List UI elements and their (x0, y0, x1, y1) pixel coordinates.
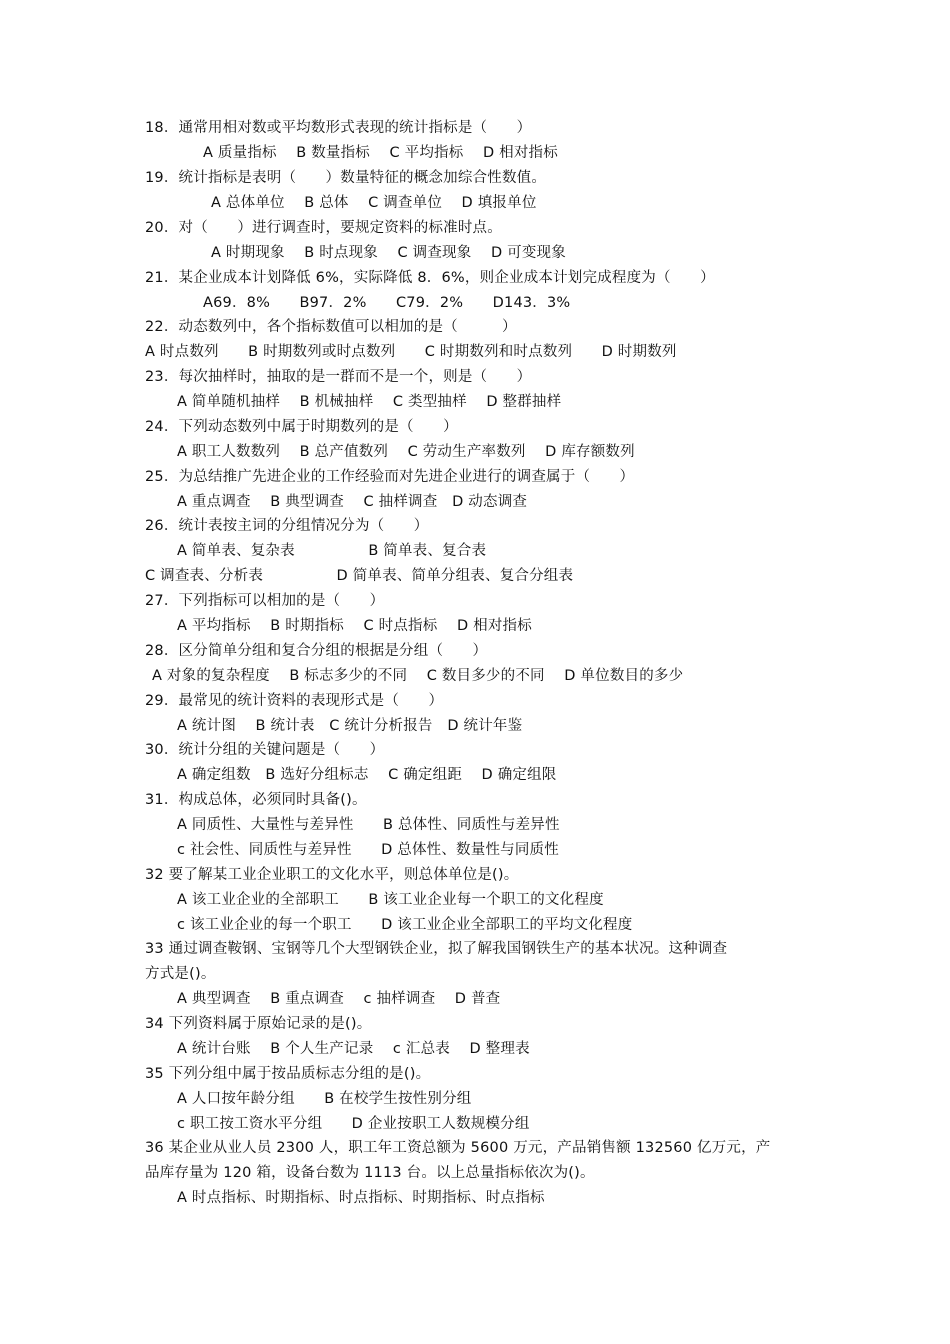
question-19: 19．统计指标是表明（ ）数量特征的概念加综合性数值。 (145, 170, 547, 186)
question-25-options: A 重点调查 B 典型调查 C 抽样调查 D 动态调查 (177, 494, 528, 510)
question-24: 24．下列动态数列中属于时期数列的是（ ） (145, 419, 458, 435)
question-19-options: A 总体单位 B 总体 C 调查单位 D 填报单位 (211, 195, 537, 211)
question-33-options: A 典型调查 B 重点调查 c 抽样调查 D 普查 (177, 991, 501, 1007)
question-20-options: A 时期现象 B 时点现象 C 调查现象 D 可变现象 (211, 245, 566, 261)
question-18: 18．通常用相对数或平均数形式表现的统计指标是（ ） (145, 120, 532, 136)
question-22: 22．动态数列中，各个指标数值可以相加的是（ ） (145, 319, 517, 335)
question-23-options: A 简单随机抽样 B 机械抽样 C 类型抽样 D 整群抽样 (177, 394, 562, 410)
question-31: 31．构成总体，必须同时具备()。 (145, 792, 367, 808)
question-26: 26．统计表按主词的分组情况分为（ ） (145, 518, 429, 534)
question-34: 34 下列资料属于原始记录的是()。 (145, 1016, 372, 1032)
question-26-options-2: C 调查表、分析表 D 简单表、简单分组表、复合分组表 (145, 568, 574, 584)
question-26-options-1: A 简单表、复杂表 B 简单表、复合表 (177, 543, 487, 559)
question-32: 32 要了解某工业企业职工的文化水平，则总体单位是()。 (145, 867, 519, 883)
question-34-options: A 统计台账 B 个人生产记录 c 汇总表 D 整理表 (177, 1041, 530, 1057)
question-31-options-1: A 同质性、大量性与差异性 B 总体性、同质性与差异性 (177, 817, 560, 833)
question-20: 20．对（ ）进行调查时，要规定资料的标准时点。 (145, 220, 502, 236)
question-35: 35 下列分组中属于按品质标志分组的是()。 (145, 1066, 431, 1082)
question-36-continued: 品库存量为 120 箱，设备台数为 1113 台。以上总量指标依次为()。 (145, 1165, 595, 1181)
question-36-options: A 时点指标、时期指标、时点指标、时期指标、时点指标 (177, 1190, 545, 1206)
question-32-options-1: A 该工业企业的全部职工 B 该工业企业每一个职工的文化程度 (177, 892, 604, 908)
question-28: 28．区分简单分组和复合分组的根据是分组（ ） (145, 643, 488, 659)
question-30-options: A 确定组数 B 选好分组标志 C 确定组距 D 确定组限 (177, 767, 557, 783)
question-31-options-2: c 社会性、同质性与差异性 D 总体性、数量性与同质性 (177, 842, 559, 858)
question-35-options-1: A 人口按年龄分组 B 在校学生按性别分组 (177, 1091, 472, 1107)
question-21: 21．某企业成本计划降低 6%，实际降低 8．6%，则企业成本计划完成程度为（ ） (145, 270, 715, 286)
question-18-options: A 质量指标 B 数量指标 C 平均指标 D 相对指标 (203, 145, 558, 161)
question-21-options: A69．8% B97．2% C79．2% D143．3% (203, 295, 571, 311)
question-32-options-2: c 该工业企业的每一个职工 D 该工业企业全部职工的平均文化程度 (177, 917, 633, 933)
question-27-options: A 平均指标 B 时期指标 C 时点指标 D 相对指标 (177, 618, 532, 634)
question-28-options: A 对象的复杂程度 B 标志多少的不同 C 数目多少的不同 D 单位数目的多少 (152, 668, 684, 684)
question-24-options: A 职工人数数列 B 总产值数列 C 劳动生产率数列 D 库存额数列 (177, 444, 635, 460)
question-27: 27．下列指标可以相加的是（ ） (145, 593, 385, 609)
question-35-options-2: c 职工按工资水平分组 D 企业按职工人数规模分组 (177, 1116, 530, 1132)
question-30: 30．统计分组的关键问题是（ ） (145, 742, 385, 758)
question-33: 33 通过调查鞍钢、宝钢等几个大型钢铁企业，拟了解我国钢铁生产的基本状况。这种调查 (145, 941, 728, 957)
question-29-options: A 统计图 B 统计表 C 统计分析报告 D 统计年鉴 (177, 718, 523, 734)
question-25: 25．为总结推广先进企业的工作经验而对先进企业进行的调查属于（ ） (145, 469, 635, 485)
question-22-options: A 时点数列 B 时期数列或时点数列 C 时期数列和时点数列 D 时期数列 (145, 344, 677, 360)
question-33-continued: 方式是()。 (145, 966, 216, 982)
question-23: 23．每次抽样时，抽取的是一群而不是一个，则是（ ） (145, 369, 532, 385)
question-29: 29．最常见的统计资料的表现形式是（ ） (145, 693, 444, 709)
question-36: 36 某企业从业人员 2300 人，职工年工资总额为 5600 万元，产品销售额 132560 亿万元，产 (145, 1140, 771, 1156)
